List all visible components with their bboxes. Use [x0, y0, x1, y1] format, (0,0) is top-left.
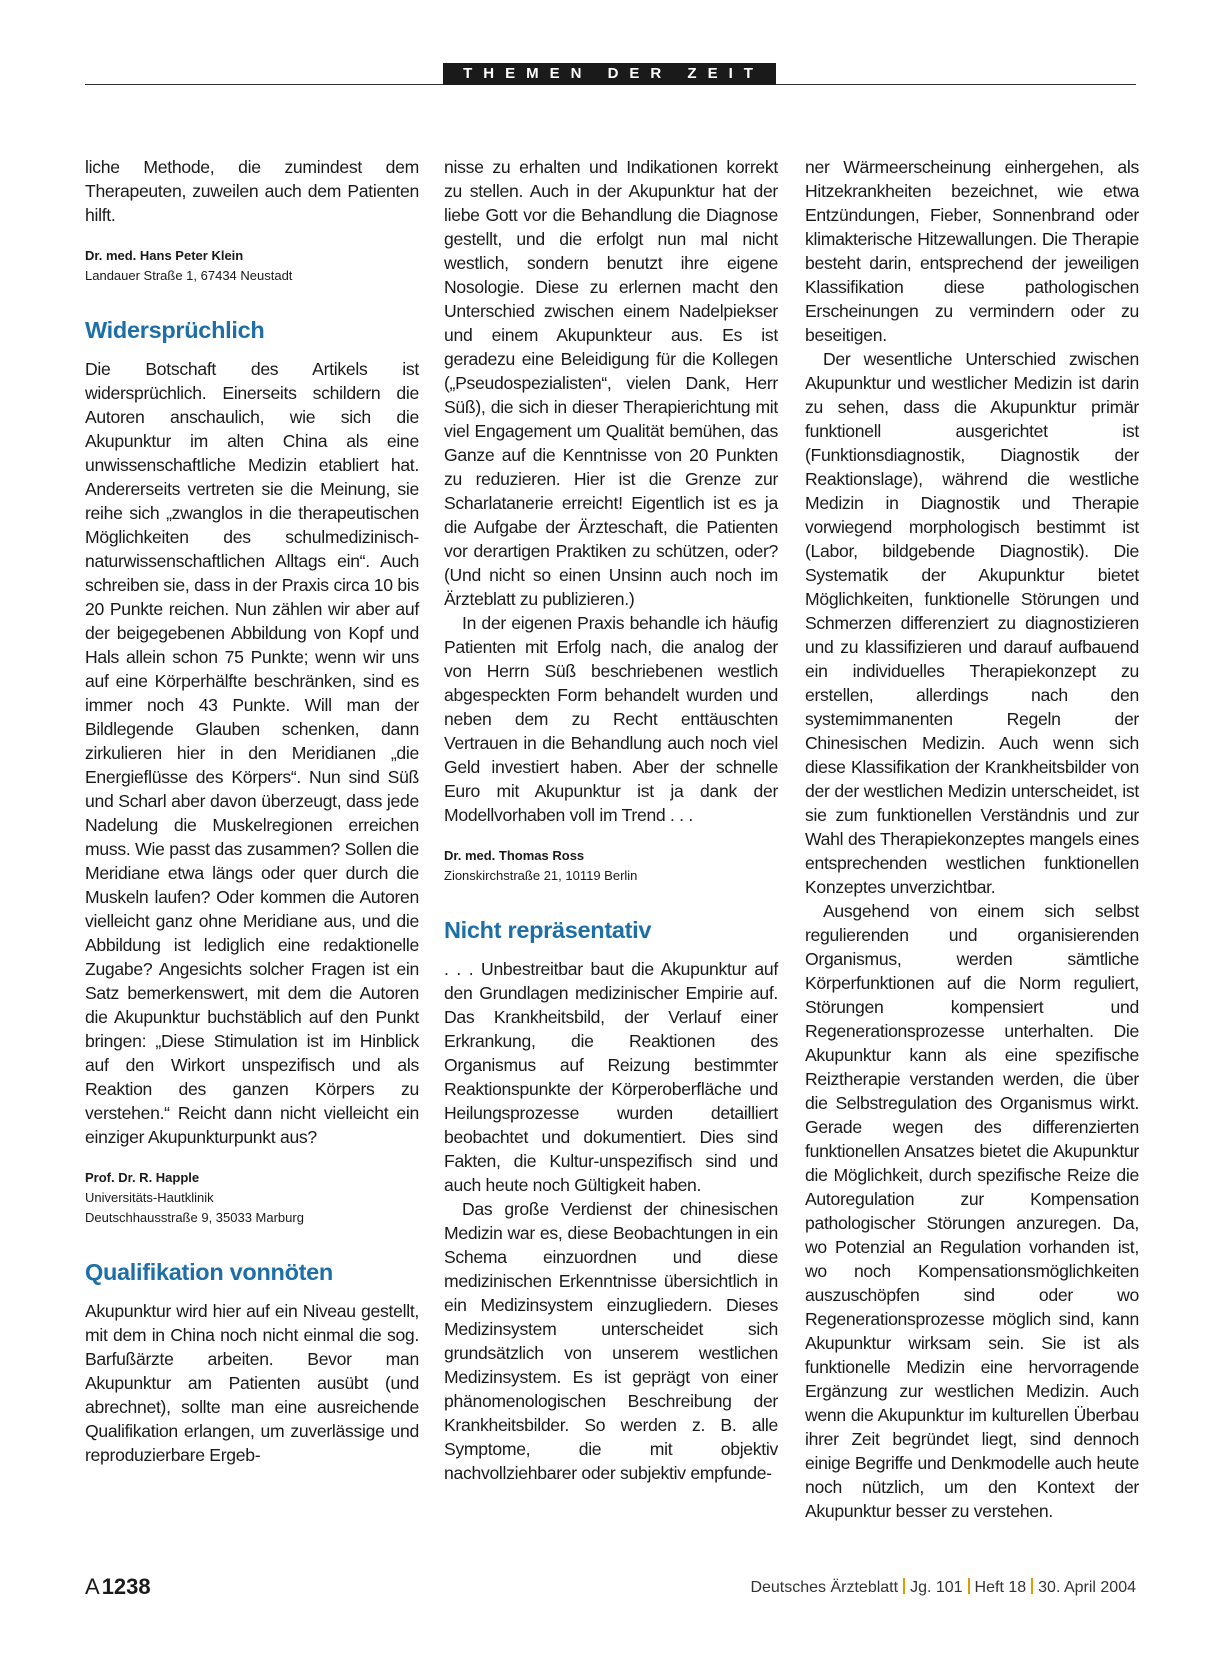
author-name: Prof. Dr. R. Happle: [85, 1170, 200, 1185]
paragraph: Akupunktur wird hier auf ein Niveau gestellt, mit dem in China noch nicht einmal die sog. Barfußärzte arbeiten. Bevor man Akupunktur am Patienten ausübt (und abrechnet), sollte man eine ausreichende Qualifikation erlangen, um zuverlässige und reproduzierbare Ergeb-: [85, 1301, 419, 1465]
page-prefix: A: [85, 1574, 100, 1599]
separator: [968, 1578, 970, 1594]
separator: [903, 1578, 905, 1594]
column-3: [805, 155, 1139, 1523]
author-address: Deutschhausstraße 9, 35033 Marburg: [85, 1210, 304, 1225]
paragraph: Der wesentliche Unterschied zwischen Akupunktur und westlicher Medizin ist darin zu sehen, dass die Akupunktur primär funktionell ausgerichtet ist (Funktionsdiagnostik, Diagnostik der Reaktionslage), während die westliche Medizin in Diagnostik und Therapie vorwiegend morphologisch bestimmt ist (Labor, bildgebende Diagnostik). Die Systematik der Akupunktur bietet Möglichkeiten, funktionelle Störungen und Schmerzen differenziert zu diagnostizieren und zu klassifizieren und darauf aufbauend ein individuelles Therapiekonzept zu erstellen, allerdings nach den systemimmanenten Regeln der Chinesischen Medizin. Auch wenn sich diese Klassifikation der Krankheitsbilder von der der westlichen Medizin unterscheidet, ist sie zum funktionellen Verständnis und zur Wahl des Therapiekonzeptes mangels eines entsprechenden westlichen funktionellen Konzeptes unverzichtbar.: [805, 349, 1139, 897]
journal-info: [750, 1578, 1136, 1597]
column-2: [444, 155, 778, 1485]
separator: [1031, 1578, 1033, 1594]
letter-heading: Nicht repräsentativ: [444, 917, 652, 943]
author-signature: [85, 246, 419, 286]
page-number: [85, 1574, 151, 1600]
author-name: Dr. med. Hans Peter Klein: [85, 248, 244, 263]
author-address: Zionskirchstraße 21, 10119 Berlin: [444, 868, 638, 883]
journal-volume: Jg. 101: [910, 1579, 963, 1596]
paragraph: In der eigenen Praxis behandle ich häufig Patienten mit Erfolg nach, die analog der von Herrn Süß beschriebenen westlich abgespeckten Form behandelt wurden und neben dem zu Recht enttäuschten Vertrauen in die Behandlung auch noch viel Geld investiert haben. Aber der schnelle Euro mit Akupunktur ist ja dank der Modellvorhaben voll im Trend . . .: [444, 613, 778, 825]
author-name: Dr. med. Thomas Ross: [444, 848, 585, 863]
author-signature: [444, 846, 778, 886]
paragraph: Das große Verdienst der chinesischen Medizin war es, diese Beobachtungen in ein Schema einzuordnen und diese medizinischen Erkenntnisse übersichtlich in ein Medizinsystem einzugliedern. Dieses Medizinsystem unterscheidet sich grundsätzlich von unserem westlichen Medizinsystem. Es ist geprägt von einer phänomenologischen Beschreibung der Krankheitsbilder. So werden z. B. alle Symptome, die mit objektiv nachvollziehbarer oder subjektiv empfunde-: [444, 1199, 778, 1483]
column-1: [85, 155, 419, 1467]
letter-heading: Qualifikation vonnöten: [85, 1259, 333, 1285]
page-number-value: 1238: [101, 1574, 151, 1599]
author-affiliation: Universitäts-Hautklinik: [85, 1190, 214, 1205]
journal-issue: Heft 18: [974, 1579, 1027, 1596]
journal-date: 30. April 2004: [1038, 1579, 1136, 1596]
paragraph: Die Botschaft des Artikels ist widersprüchlich. Einerseits schildern die Autoren anschaulich, wie sich die Akupunktur im alten China als eine unwissenschaftliche Medizin etabliert hat. Andererseits vertreten sie die Meinung, sie reihe sich „zwanglos in die therapeutischen Möglichkeiten des schulmedizinisch-naturwissenschaftlichen Alltags ein“. Auch schreiben sie, dass in der Praxis circa 10 bis 20 Punkte reichen. Nun zählen wir aber auf der beigegebenen Abbildung von Kopf und Hals allein schon 75 Punkte; wenn wir uns auf eine Körperhälfte beschränken, sind es immer noch 43 Punkte. Will man der Bildlegende Glauben schenken, dann zirkulieren hier in den Meridianen „die Energieflüsse des Körpers“. Nun sind Süß und Scharl aber davon überzeugt, dass jede Nadelung die Muskelregionen erreichen muss. Wie passt das zusammen? Sollen die Meridiane etwa längs oder quer durch die Muskeln laufen? Oder kommen die Autoren vielleicht ganz ohne Meridiane aus, und die Abbildung ist lediglich eine redaktionelle Zugabe? Angesichts solcher Fragen ist ein Satz bemerkenswert, mit dem die Autoren die Akupunktur buchstäblich auf den Punkt bringen: „Diese Stimulation ist im Hinblick auf den Wirkort unspezifisch und als Reaktion des ganzen Körpers zu verstehen.“ Reicht dann nicht vielleicht ein einziger Akupunkturpunkt aus?: [85, 359, 419, 1147]
paragraph: ner Wärmeerscheinung einhergehen, als Hitzekrankheiten bezeichnet, wie etwa Entzündungen, Fieber, Sonnenbrand oder klimakterische Hitzewallungen. Die Therapie besteht darin, entsprechend der jeweiligen Klassifikation diese pathologischen Erscheinungen zu vermindern oder zu beseitigen.: [805, 157, 1139, 345]
section-header: THEMEN DER ZEIT: [443, 63, 776, 85]
author-address: Landauer Straße 1, 67434 Neustadt: [85, 268, 293, 283]
author-signature: [85, 1168, 419, 1228]
paragraph: nisse zu erhalten und Indikationen korrekt zu stellen. Auch in der Akupunktur hat der liebe Gott vor die Behandlung die Diagnose gestellt, und die erfolgt nun mal nicht westlich, sondern benutzt ihre eigene Nosologie. Diese zu erlernen macht den Unterschied zwischen einem Nadelpiekser und einem Akupunkteur aus. Es ist geradezu eine Beleidigung für die Kollegen („Pseudospezialisten“, vielen Dank, Herr Süß), die sich in dieser Therapierichtung mit viel Engagement um Qualität bemühen, das Ganze auf die Kenntnisse von 20 Punkten zu reduzieren. Hier ist die Grenze zur Scharlatanerie erreicht! Eigentlich ist es ja die Aufgabe der Ärzteschaft, die Patienten vor derartigen Praktiken zu schützen, oder? (Und nicht so einen Unsinn auch noch im Ärzteblatt zu publizieren.): [444, 157, 778, 609]
letter-heading: Widersprüchlich: [85, 317, 265, 343]
paragraph: liche Methode, die zumindest dem Therapeuten, zuweilen auch dem Patienten hilft.: [85, 157, 419, 225]
paragraph: Ausgehend von einem sich selbst regulierenden und organisierenden Organismus, werden sämtliche Körperfunktionen auf die Norm reguliert, Störungen kompensiert und Regenerationsprozesse unterhalten. Die Akupunktur kann als eine spezifische Reiztherapie verstanden werden, die über die Selbstregulation des Organismus wirkt. Gerade wegen des differenzierten funktionellen Ansatzes bietet die Akupunktur die Möglichkeit, durch spezifische Reize die Autoregulation zur Kompensation pathologischer Störungen anzuregen. Da, wo Potenzial an Regulation vorhanden ist, wo noch Kompensationsmöglichkeiten auszuschöpfen sind oder wo Regenerationsprozesse möglich sind, kann Akupunktur wirksam sein. Sie ist als funktionelle Medizin eine hervorragende Ergänzung zur westlichen Medizin. Auch wenn die Akupunktur im kulturellen Überbau ihrer Zeit begründet liegt, sind dennoch einige Begriffe und Denkmodelle auch heute noch nützlich, um den Kontext der Akupunktur besser zu verstehen.: [805, 901, 1139, 1521]
journal-name: Deutsches Ärzteblatt: [750, 1579, 899, 1596]
paragraph: . . . Unbestreitbar baut die Akupunktur auf den Grundlagen medizinischer Empirie auf. Das Krankheitsbild, der Verlauf einer Erkrankung, die Reaktionen des Organismus auf Reizung bestimmter Reaktionspunkte der Körperoberfläche und Heilungsprozesse wurden detailliert beobachtet und dokumentiert. Dies sind Fakten, die Kultur-unspezifisch sind und auch heute noch Gültigkeit haben.: [444, 959, 778, 1195]
